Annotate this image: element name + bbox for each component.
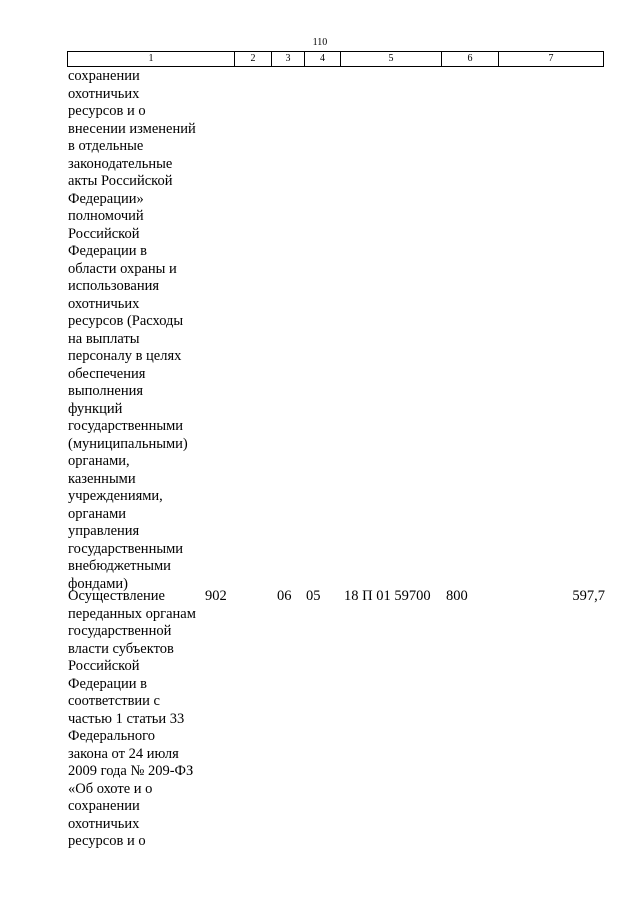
text-line: сохранении <box>68 68 140 84</box>
text-line: сохранении <box>68 798 140 814</box>
text-line: соответствии с <box>68 693 160 709</box>
text-line: Российской <box>68 225 140 242</box>
text-line: акты Российской <box>68 173 173 189</box>
text-line: фондами) <box>68 575 128 592</box>
text-line: государственной <box>68 623 172 639</box>
text-line: Федерации в <box>68 243 147 259</box>
column-header-table <box>67 51 604 67</box>
text-line: выполнения <box>68 383 144 399</box>
text-line: органами, <box>68 453 130 469</box>
column-header-4: 4 <box>305 52 341 67</box>
text-line: законодательные <box>68 155 173 172</box>
text-line: охотничьих <box>68 295 140 312</box>
text-line: внебюджетными <box>68 558 171 574</box>
text-line: Осуществление <box>68 588 165 604</box>
column-header-5: 5 <box>341 52 442 67</box>
text-line: области охраны и <box>68 260 177 277</box>
text-line: переданных органам <box>68 605 196 622</box>
text-line: Федерации в <box>68 675 147 692</box>
expense-type-code: 800 <box>446 588 468 604</box>
text-line: персоналу в целях <box>68 348 182 364</box>
text-line: охотничьих <box>68 815 140 832</box>
section-code: 06 <box>277 588 292 604</box>
text-line: обеспечения <box>68 365 146 382</box>
text-line: ресурсов и о <box>68 103 146 119</box>
row-description <box>68 588 196 851</box>
text-line: власти субъектов <box>68 640 174 657</box>
column-header-3: 3 <box>272 52 305 67</box>
amount: 597,7 <box>572 588 605 604</box>
text-line: на выплаты <box>68 330 140 347</box>
column-header-2: 2 <box>235 52 272 67</box>
text-line: закона от 24 июля <box>68 745 179 762</box>
text-line: Федерации» <box>68 190 144 207</box>
text-line: охотничьих <box>68 85 140 102</box>
text-line: внесении изменений <box>68 120 196 137</box>
grbs-code: 902 <box>205 588 227 604</box>
text-line: Российской <box>68 658 140 674</box>
text-line: использования <box>68 278 160 294</box>
text-line: полномочий <box>68 208 144 224</box>
page-number: 110 <box>312 37 328 48</box>
text-line: казенными <box>68 470 136 487</box>
text-line: (муниципальными) <box>68 435 188 452</box>
text-line: ресурсов и о <box>68 833 146 849</box>
target-article-code: 18 П 01 59700 <box>344 588 431 604</box>
row-description-continued <box>68 68 196 593</box>
text-line: в отдельные <box>68 138 144 154</box>
column-header-7: 7 <box>499 52 604 67</box>
text-line: органами <box>68 505 127 522</box>
text-line: учреждениями, <box>68 488 163 504</box>
text-line: функций <box>68 400 123 417</box>
text-line: частью 1 статьи 33 <box>68 710 185 727</box>
text-line: ресурсов (Расходы <box>68 313 184 329</box>
text-line: 2009 года № 209-ФЗ <box>68 763 194 779</box>
text-line: «Об охоте и о <box>68 780 153 797</box>
column-header-6: 6 <box>442 52 499 67</box>
column-header-1: 1 <box>68 52 235 67</box>
text-line: государственными <box>68 418 184 434</box>
text-line: государственными <box>68 540 184 557</box>
text-line: Федерального <box>68 728 156 744</box>
text-line: управления <box>68 523 140 539</box>
subsection-code: 05 <box>306 588 321 604</box>
